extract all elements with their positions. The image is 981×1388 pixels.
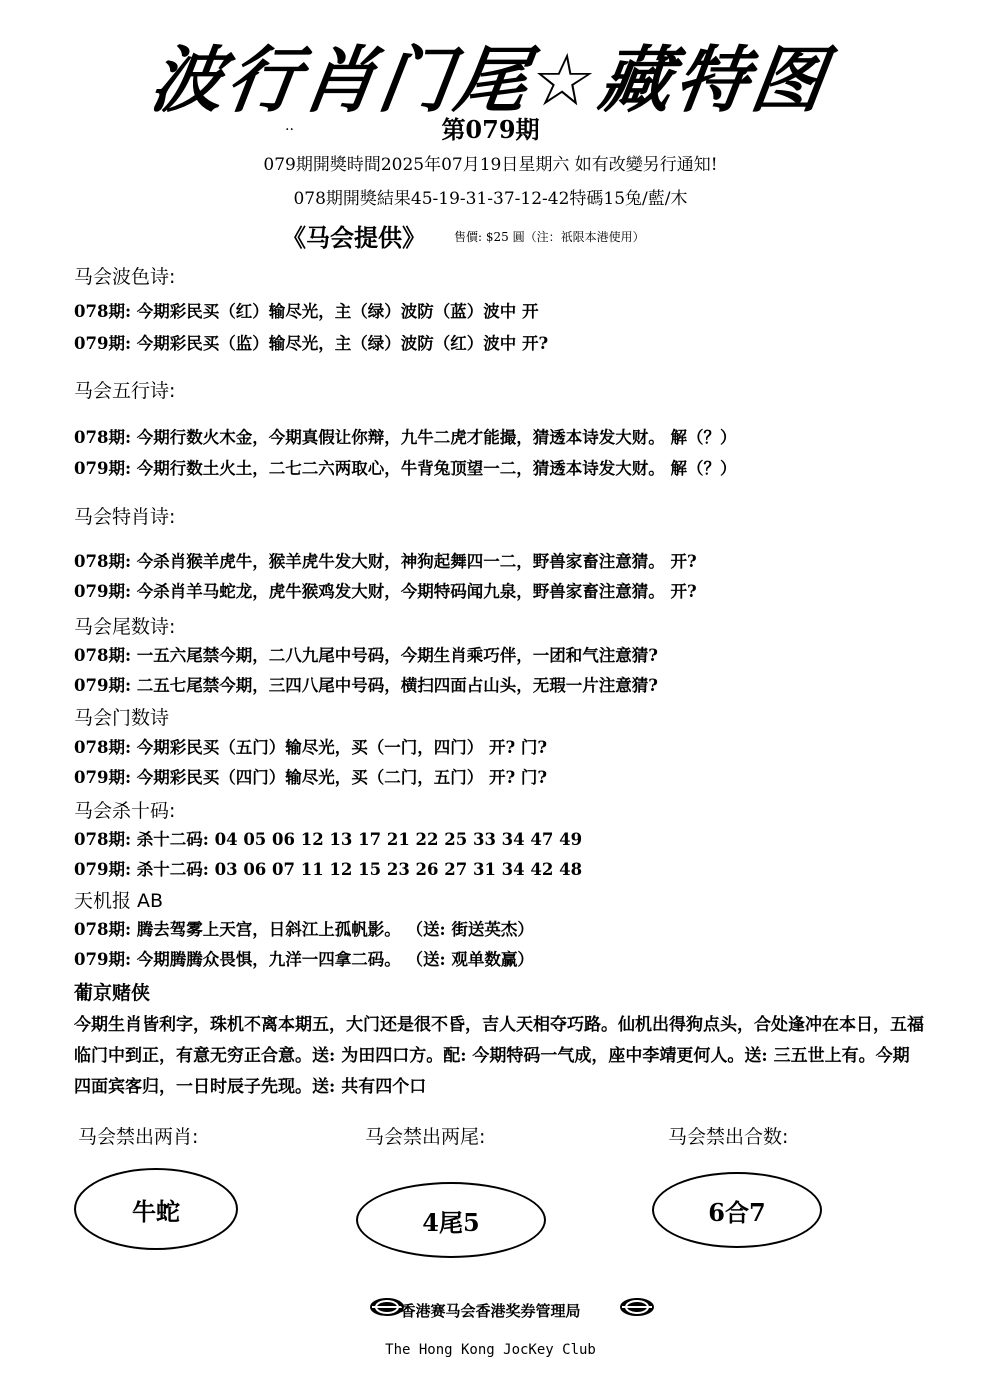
ban-tail-label: 马会禁出两尾: [365,1126,486,1148]
door-row-078: 078期: 今期彩民买（五门）输尽光，买（一门，四门） 开? 门? [74,738,548,757]
page-title: 波行肖门尾☆藏特图 [145,38,834,122]
kill-heading: 马会杀十码: [74,800,176,822]
zodiac-heading: 马会特肖诗: [74,506,176,528]
hkjc-logo-icon-right [618,1296,656,1318]
ban-zodiac-value: 牛蛇 [132,1196,180,1226]
footer-organization: 香港赛马会香港奖券管理局 [400,1302,581,1320]
kill-row-078: 078期: 杀十二码: 04 05 06 12 13 17 21 22 25 33 34 47 49 [74,830,583,849]
wave-heading: 马会波色诗: [74,266,176,288]
tail-row-079: 079期: 二五七尾禁今期，三四八尾中号码，横扫四面占山头，无瑕一片注意猜? [74,676,658,695]
tianji-row-079: 079期: 今期腾腾众畏惧，九洋一四拿二码。 （送: 观单数赢） [74,950,534,969]
door-heading: 马会门数诗 [74,707,170,729]
ban-tail-value: 4尾5 [422,1207,480,1237]
puj-heading: 葡京赌侠 [74,982,151,1004]
five-elements-heading: 马会五行诗: [74,380,176,402]
dots-mark: .. [285,118,294,134]
ban-sum-value: 6合7 [708,1197,766,1227]
ban-sum-label: 马会禁出合数: [668,1126,789,1148]
door-row-079: 079期: 今期彩民买（四门）输尽光，买（二门，五门） 开? 门? [74,768,548,787]
draw-time-line: 079期開獎時間2025年07月19日星期六 如有改變另行通知! [263,155,718,175]
previous-result-line: 078期開獎結果45-19-31-37-12-42特碼15兔/藍/木 [293,189,688,209]
wave-row-078: 078期: 今期彩民买（红）输尽光，主（绿）波防（蓝）波中 开 [74,302,539,321]
five-elements-row-078: 078期: 今期行数火木金，今期真假让你辩，九牛二虎才能撮，猜透本诗发大财。 解（？） [74,428,737,447]
ban-zodiac-oval [74,1168,238,1250]
provider-label: 《马会提供》 [282,223,426,252]
issue-number: 第079期 [441,115,540,144]
price-note: 售價: $25 圓（注：祇限本港使用） [454,230,645,244]
tail-row-078: 078期: 一五六尾禁今期，二八九尾中号码，今期生肖乘巧伴，一团和气注意猜? [74,646,658,665]
puj-paragraph: 今期生肖皆利字，珠机不离本期五，大门还是很不昏，吉人天相夺巧路。仙机出得狗点头，合处逢冲在本日，五福临门中到正，有意无穷正合意。送: 为田四口方。配: 今期特码一气成，座中李靖更何人。送: 三五世上有。今期四面宾客归，一日时辰子先现。送: 共有四个口 [74,1015,924,1097]
ban-sum-oval [652,1172,822,1248]
ban-tail-oval [356,1182,546,1258]
kill-row-079: 079期: 杀十二码: 03 06 07 11 12 15 23 26 27 31 34 42 48 [74,860,583,879]
five-elements-row-079: 079期: 今期行数土火土，二七二六两取心，牛背兔顶望一二，猜透本诗发大财。 解（？） [74,459,737,478]
footer-english-name: The Hong Kong JocKey Club [385,1342,596,1358]
zodiac-row-079: 079期: 今杀肖羊马蛇龙，虎牛猴鸡发大财，今期特码闻九泉，野兽家畜注意猜。 开? [74,582,697,601]
ban-zodiac-label: 马会禁出两肖: [78,1126,199,1148]
zodiac-row-078: 078期: 今杀肖猴羊虎牛，猴羊虎牛发大财，神狗起舞四一二，野兽家畜注意猜。 开? [74,552,697,571]
wave-row-079: 079期: 今期彩民买（监）输尽光，主（绿）波防（红）波中 开? [74,334,549,353]
tail-heading: 马会尾数诗: [74,616,176,638]
tianji-row-078: 078期: 腾去驾雾上天宫，日斜江上孤帆影。 （送: 街送英杰） [74,920,534,939]
tianji-heading: 天机报 AB [74,890,164,912]
